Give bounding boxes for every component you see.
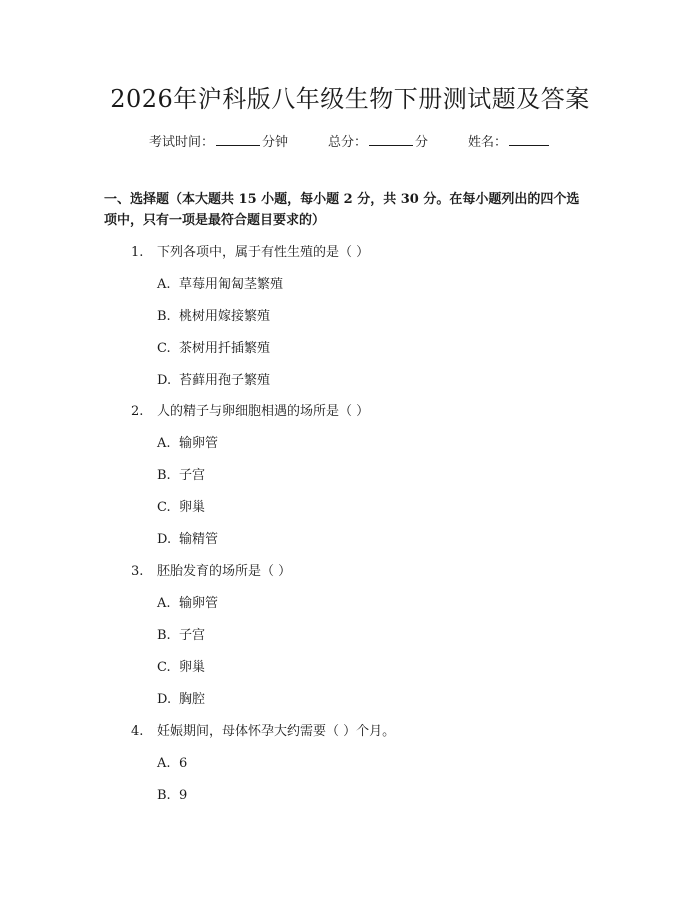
option-text: 苔藓用孢子繁殖 xyxy=(179,373,271,388)
total-score-field xyxy=(328,131,428,153)
option-letter: B. xyxy=(157,309,171,324)
option-text: 卵巢 xyxy=(179,660,206,675)
option-text: 胸腔 xyxy=(179,692,206,707)
option-3a[interactable] xyxy=(157,594,218,614)
question-text: 人的精子与卵细胞相遇的场所是（ ） xyxy=(157,404,370,419)
option-letter: C. xyxy=(157,500,171,515)
question-number: 2. xyxy=(131,404,144,419)
section-heading xyxy=(104,189,604,231)
option-letter: A. xyxy=(157,277,171,292)
option-text: 子宫 xyxy=(179,628,206,643)
option-text: 子宫 xyxy=(179,468,206,483)
option-text: 9 xyxy=(179,788,188,803)
question-4 xyxy=(131,722,395,742)
question-text: 胚胎发育的场所是（ ） xyxy=(157,564,292,579)
option-letter: B. xyxy=(157,468,171,483)
question-3 xyxy=(131,562,291,582)
total-score-unit: 分 xyxy=(415,135,429,150)
option-2d[interactable] xyxy=(157,530,218,550)
student-name-blank[interactable] xyxy=(509,131,549,146)
option-text: 输卵管 xyxy=(179,436,219,451)
option-3c[interactable] xyxy=(157,658,205,678)
option-letter: C. xyxy=(157,341,171,356)
option-text: 草莓用匍匐茎繁殖 xyxy=(179,277,284,292)
exam-time-field xyxy=(149,131,288,153)
total-score-blank[interactable] xyxy=(369,131,413,146)
option-1b[interactable] xyxy=(157,307,270,327)
section-heading-line: 一、选择题（本大题共 15 小题，每小题 2 分，共 30 分。在每小题列出的四个选 xyxy=(104,192,580,207)
section-heading-line: 项中，只有一项是最符合题目要求的） xyxy=(104,213,326,228)
question-text: 妊娠期间，母体怀孕大约需要（ ）个月。 xyxy=(157,724,396,739)
option-1a[interactable] xyxy=(157,275,283,295)
option-letter: A. xyxy=(157,756,171,771)
option-letter: A. xyxy=(157,596,171,611)
student-name-label: 姓名： xyxy=(468,135,508,150)
option-text: 6 xyxy=(179,756,188,771)
question-number: 4. xyxy=(131,724,144,739)
question-number: 3. xyxy=(131,564,144,579)
option-4a[interactable] xyxy=(157,754,187,774)
option-2b[interactable] xyxy=(157,466,205,486)
option-letter: B. xyxy=(157,788,171,803)
page-title: 2026年沪科版八年级生物下册测试题及答案 xyxy=(110,85,590,113)
option-text: 输精管 xyxy=(179,532,219,547)
question-text: 下列各项中，属于有性生殖的是（ ） xyxy=(157,245,370,260)
option-1c[interactable] xyxy=(157,339,270,359)
option-2a[interactable] xyxy=(157,434,218,454)
option-letter: D. xyxy=(157,532,172,547)
exam-time-blank[interactable] xyxy=(216,131,260,146)
option-1d[interactable] xyxy=(157,371,270,391)
option-text: 桃树用嫁接繁殖 xyxy=(179,309,271,324)
option-4b[interactable] xyxy=(157,786,187,806)
option-letter: D. xyxy=(157,373,172,388)
option-letter: B. xyxy=(157,628,171,643)
exam-time-unit: 分钟 xyxy=(261,135,288,150)
option-text: 茶树用扦插繁殖 xyxy=(179,341,271,356)
student-name-field xyxy=(468,131,551,153)
option-letter: A. xyxy=(157,436,171,451)
exam-info-bar xyxy=(0,131,700,153)
question-number: 1. xyxy=(131,245,144,260)
question-1 xyxy=(131,243,369,263)
total-score-label: 总分： xyxy=(327,135,367,150)
option-letter: C. xyxy=(157,660,171,675)
question-2 xyxy=(131,402,369,422)
option-3b[interactable] xyxy=(157,626,205,646)
option-text: 输卵管 xyxy=(179,596,219,611)
option-3d[interactable] xyxy=(157,690,205,710)
option-letter: D. xyxy=(157,692,172,707)
option-text: 卵巢 xyxy=(179,500,206,515)
exam-time-label: 考试时间： xyxy=(148,135,214,150)
option-2c[interactable] xyxy=(157,498,205,518)
